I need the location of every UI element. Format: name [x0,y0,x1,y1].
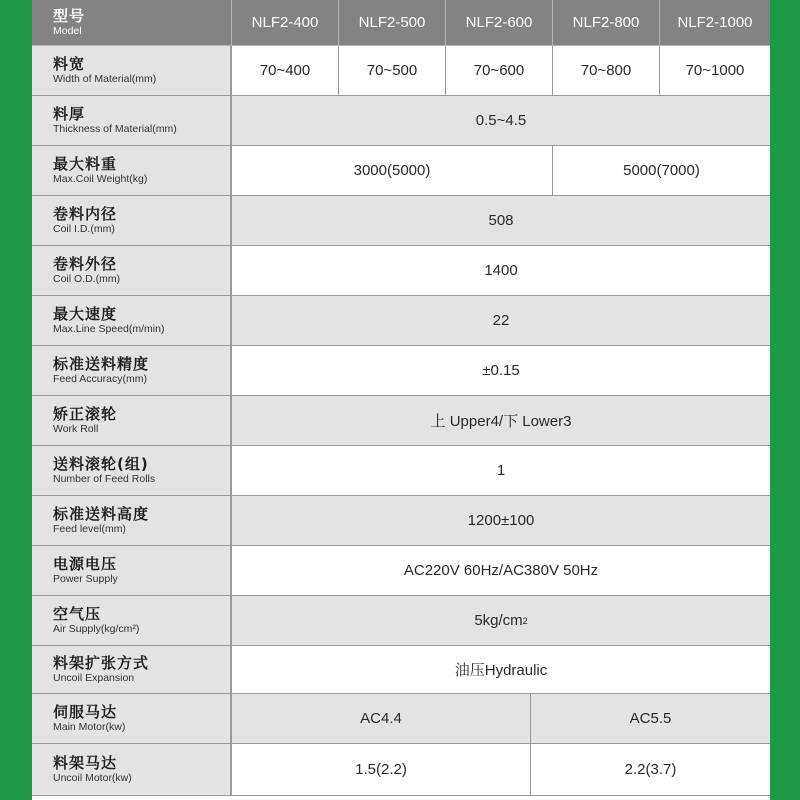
value-cell: 70~600 [446,46,553,96]
row-label-zh: 卷料外径 [53,255,118,273]
row-label-coil-weight [32,146,232,196]
value-cell: 1400 [232,246,770,296]
value-cell: AC220V 60Hz/AC380V 50Hz [232,546,770,596]
row-label-max-speed [32,296,232,346]
row-label-zh: 料架马达 [53,754,118,772]
air-supply-superscript: 2 [522,615,528,626]
row-label-zh: 伺服马达 [53,703,118,721]
row-label-air-supply [32,596,232,646]
row-label-coil-id [32,196,232,246]
row-label-en: Max.Line Speed(m/min) [53,323,165,335]
row-label-en: Coil O.D.(mm) [53,273,121,285]
row-label-work-roll [32,396,232,446]
row-label-en: Work Roll [53,423,99,435]
row-label-en: Power Supply [53,573,118,585]
row-label-en: Air Supply(kg/cm²) [53,623,140,635]
value-cell: 70~500 [339,46,446,96]
header-label-zh: 型号 [53,7,86,25]
row-label-en: Uncoil Motor(kw) [53,772,132,784]
row-label-zh: 空气压 [53,605,102,623]
value-cell: 70~400 [232,46,339,96]
row-label-thickness [32,96,232,146]
row-label-coil-od [32,246,232,296]
value-cell: 1 [232,446,770,496]
row-label-zh: 料架扩张方式 [53,654,150,672]
row-label-feed-rolls [32,446,232,496]
row-label-feed-level [32,496,232,546]
right-green-border [770,0,800,800]
value-cell: AC4.4 [232,694,531,744]
row-label-zh: 料厚 [53,105,86,123]
value-cell: 1.5(2.2) [232,744,531,796]
value-cell: ±0.15 [232,346,770,396]
spec-table [32,0,770,800]
value-cell: 508 [232,196,770,246]
row-label-en: Thickness of Material(mm) [53,123,177,135]
left-green-border [0,0,32,800]
row-label-zh: 矫正滚轮 [53,405,118,423]
row-label-zh: 最大速度 [53,305,118,323]
row-label-en: Feed Accuracy(mm) [53,373,147,385]
value-cell: 上 Upper4/下 Lower3 [232,396,770,446]
model-header-2: NLF2-500 [339,0,446,46]
row-label-zh: 标准送料精度 [53,355,150,373]
row-label-zh: 电源电压 [53,555,118,573]
value-cell [232,596,770,646]
value-cell: 22 [232,296,770,346]
value-cell: 油压Hydraulic [232,646,770,694]
value-cell: 2.2(3.7) [531,744,770,796]
row-label-en: Max.Coil Weight(kg) [53,173,148,185]
row-label-en: Main Motor(kw) [53,721,126,733]
value-cell: 70~1000 [660,46,770,96]
header-label-cell [32,0,232,46]
value-cell: 5000(7000) [553,146,770,196]
row-label-feed-accuracy [32,346,232,396]
row-label-main-motor [32,694,232,744]
row-label-power-supply [32,546,232,596]
row-label-uncoil-motor [32,744,232,796]
value-cell: 1200±100 [232,496,770,546]
row-label-en: Uncoil Expansion [53,672,135,684]
header-label-en: Model [53,25,82,37]
value-cell: AC5.5 [531,694,770,744]
row-label-en: Coil I.D.(mm) [53,223,115,235]
air-supply-value: 5kg/cm [474,612,523,629]
row-label-zh: 卷料内径 [53,205,118,223]
row-label-zh: 料宽 [53,55,86,73]
row-label-en: Feed level(mm) [53,523,126,535]
value-cell: 0.5~4.5 [232,96,770,146]
model-header-4: NLF2-800 [553,0,660,46]
row-label-zh: 最大料重 [53,155,118,173]
row-label-width [32,46,232,96]
model-header-5: NLF2-1000 [660,0,770,46]
row-label-en: Width of Material(mm) [53,73,157,85]
model-header-1: NLF2-400 [232,0,339,46]
row-label-zh: 标准送料高度 [53,505,150,523]
row-label-zh: 送料滚轮(组) [53,455,149,473]
row-label-en: Number of Feed Rolls [53,473,156,485]
value-cell: 3000(5000) [232,146,553,196]
row-label-uncoil-expansion [32,646,232,694]
model-header-3: NLF2-600 [446,0,553,46]
value-cell: 70~800 [553,46,660,96]
